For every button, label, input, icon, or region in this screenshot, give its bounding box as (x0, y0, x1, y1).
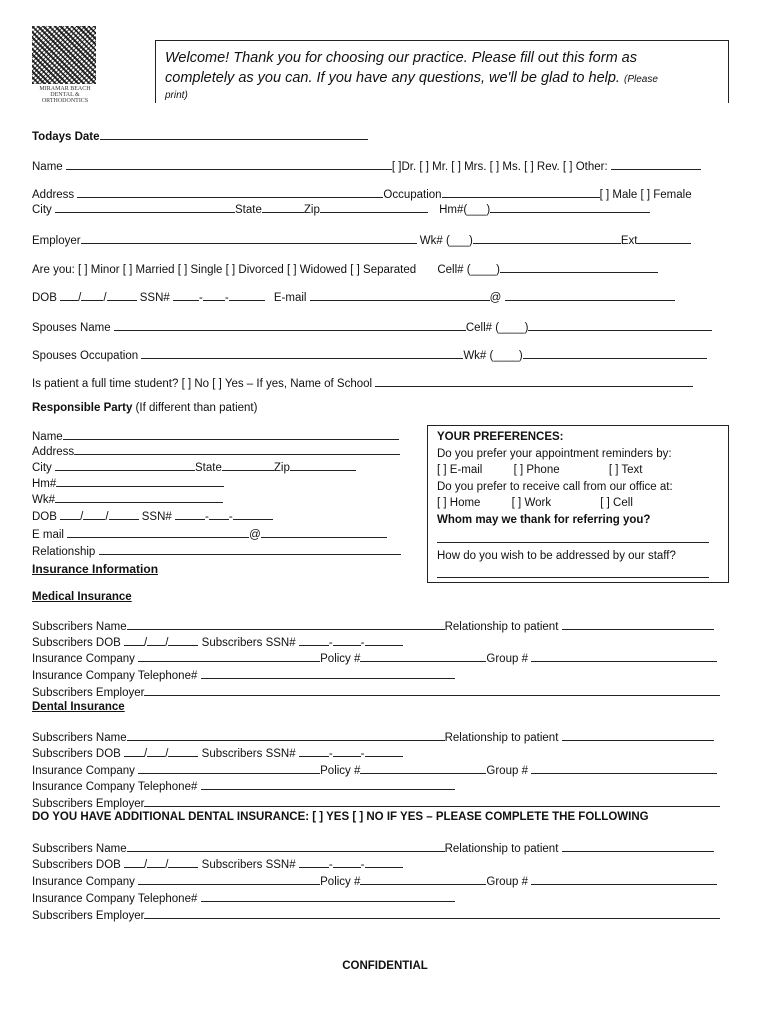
rp-ssn-label: SSN# (141, 511, 172, 523)
den-relationship-field[interactable] (562, 729, 714, 741)
rp-relationship-row (32, 543, 401, 558)
rp-email-at: @ (249, 529, 261, 541)
med-telephone-field[interactable] (201, 667, 455, 679)
den-group-label: Group # (486, 765, 528, 777)
den-relationship-label: Relationship to patient (444, 732, 559, 744)
responsible-party-heading: Responsible Party (32, 402, 133, 414)
med-subscriber-name-label: Subscribers Name (32, 621, 127, 633)
add-company-row (32, 873, 717, 888)
med-ssn-label: Subscribers SSN# (201, 637, 296, 649)
med-employer-field[interactable] (144, 684, 720, 696)
den-ssn-part1-field[interactable] (299, 745, 329, 757)
rp-work-field[interactable] (55, 491, 223, 503)
email-domain-field[interactable] (505, 289, 675, 301)
pref-call-options (437, 497, 633, 509)
rp-dob-label: DOB (32, 511, 57, 523)
pref-referral-field[interactable] (437, 531, 709, 546)
den-company-field[interactable] (138, 762, 320, 774)
add-policy-field[interactable] (360, 873, 486, 885)
med-ssn-part2-field[interactable] (333, 634, 361, 646)
den-dob-label: Subscribers DOB (32, 748, 121, 760)
school-name-field[interactable] (375, 375, 693, 387)
pref-text-option[interactable]: [ ] Text (608, 464, 643, 476)
medical-insurance-heading: Medical Insurance (32, 591, 132, 603)
med-employer-label: Subscribers Employer (32, 687, 145, 699)
den-subscriber-row (32, 729, 714, 744)
add-dob-label: Subscribers DOB (32, 859, 121, 871)
rp-ssn-part2-field[interactable] (209, 508, 229, 520)
rp-work-row (32, 491, 223, 506)
den-dob-day-field[interactable] (147, 745, 165, 757)
address-row (32, 186, 692, 201)
den-telephone-label: Insurance Company Telephone# (32, 781, 198, 793)
pref-call-question: Do you prefer to receive call from our office at: (437, 481, 673, 493)
den-subscriber-name-field[interactable] (127, 729, 445, 741)
rp-email-label: E mail (32, 529, 64, 541)
zip-field[interactable] (320, 201, 428, 213)
med-dob-row: Subscribers DOB / / Subscribers SSN# - - (32, 634, 403, 649)
add-employer-label: Subscribers Employer (32, 910, 145, 922)
dob-month-field[interactable] (60, 289, 78, 301)
spouses-occupation-field[interactable] (141, 347, 463, 359)
rp-dob-year-field[interactable] (109, 508, 139, 520)
add-company-label: Insurance Company (32, 876, 135, 888)
ssn-part3-field[interactable] (229, 289, 265, 301)
student-row (32, 375, 693, 390)
add-dob-month-field[interactable] (124, 856, 144, 868)
welcome-line-3: print) (165, 90, 188, 101)
marital-row (32, 261, 658, 276)
med-group-label: Group # (486, 653, 528, 665)
den-dob-year-field[interactable] (168, 745, 198, 757)
ssn-part2-field[interactable] (203, 289, 225, 301)
ssn-label: SSN# (139, 292, 170, 304)
den-subscriber-name-label: Subscribers Name (32, 732, 127, 744)
add-subscriber-name-field[interactable] (127, 840, 445, 852)
spouses-occupation-row (32, 347, 707, 362)
rp-name-row (32, 428, 399, 443)
rp-email-domain-field[interactable] (261, 526, 387, 538)
pref-email-option[interactable]: [ ] E-mail (437, 464, 483, 476)
spouse-work-label: Wk# (____) (463, 350, 523, 362)
state-label: State (235, 204, 262, 216)
practice-logo (32, 26, 96, 84)
rp-address-label: Address (32, 446, 75, 458)
den-ssn-part3-field[interactable] (365, 745, 403, 757)
address-field[interactable] (77, 186, 383, 198)
spouses-occupation-label: Spouses Occupation (32, 350, 139, 362)
employer-row (32, 232, 691, 247)
add-group-field[interactable] (531, 873, 717, 885)
add-subscriber-row (32, 840, 714, 855)
pref-reminder-options (437, 464, 643, 476)
add-employer-row (32, 907, 720, 922)
email-at: @ (489, 292, 502, 304)
pref-reminder-question: Do you prefer your appointment reminders by: (437, 448, 672, 460)
rp-dob-day-field[interactable] (83, 508, 105, 520)
spouses-name-field[interactable] (114, 319, 466, 331)
med-employer-row (32, 684, 720, 699)
welcome-line-1: Welcome! Thank you for choosing our practice. Please fill out this form as (165, 50, 638, 66)
den-ssn-label: Subscribers SSN# (201, 748, 296, 760)
med-subscriber-name-field[interactable] (127, 618, 445, 630)
med-dob-month-field[interactable] (124, 634, 144, 646)
pref-address-field[interactable] (437, 566, 709, 581)
state-field[interactable] (262, 201, 304, 213)
name-row (32, 158, 701, 173)
pref-address-question: How do you wish to be addressed by our staff? (437, 550, 676, 562)
city-row (32, 201, 650, 216)
med-policy-field[interactable] (360, 650, 486, 662)
rp-city-row (32, 459, 356, 474)
den-company-row (32, 762, 717, 777)
rp-zip-field[interactable] (290, 459, 356, 471)
den-telephone-row (32, 778, 455, 793)
med-dob-day-field[interactable] (147, 634, 165, 646)
rp-home-label: Hm# (32, 478, 57, 490)
rp-ssn-part3-field[interactable] (233, 508, 273, 520)
cell-field[interactable] (500, 261, 658, 273)
add-employer-field[interactable] (144, 907, 720, 919)
spouse-cell-label: Cell# (____) (465, 322, 529, 334)
den-group-field[interactable] (531, 762, 717, 774)
den-policy-label: Policy # (320, 765, 361, 777)
add-telephone-field[interactable] (201, 890, 455, 902)
home-phone-field[interactable] (490, 201, 650, 213)
preferences-title: YOUR PREFERENCES: (437, 431, 564, 443)
add-group-label: Group # (486, 876, 528, 888)
add-policy-label: Policy # (320, 876, 361, 888)
med-dob-label: Subscribers DOB (32, 637, 121, 649)
city-field[interactable] (55, 201, 235, 213)
name-label: Name (32, 161, 63, 173)
den-ssn-part2-field[interactable] (333, 745, 361, 757)
rp-dob-month-field[interactable] (60, 508, 80, 520)
home-phone-label: Hm#(___) (439, 204, 491, 216)
rp-relationship-field[interactable] (99, 543, 401, 555)
address-label: Address (32, 189, 75, 201)
den-company-label: Insurance Company (32, 765, 135, 777)
name-field[interactable] (66, 158, 392, 170)
add-relationship-label: Relationship to patient (444, 843, 559, 855)
rp-ssn-part1-field[interactable] (175, 508, 205, 520)
med-relationship-label: Relationship to patient (444, 621, 559, 633)
rp-name-label: Name (32, 431, 63, 443)
rp-home-field[interactable] (56, 475, 224, 487)
spouse-cell-field[interactable] (528, 319, 712, 331)
med-ssn-part3-field[interactable] (365, 634, 403, 646)
rp-address-row (32, 443, 400, 458)
occupation-field[interactable] (442, 186, 600, 198)
add-company-field[interactable] (138, 873, 320, 885)
rp-address-field[interactable] (74, 443, 400, 455)
todays-date-row (32, 128, 368, 143)
rp-work-label: Wk# (32, 494, 55, 506)
additional-insurance-question[interactable]: DO YOU HAVE ADDITIONAL DENTAL INSURANCE: [ ] YES [ ] NO IF YES – PLEASE COMPLETE THE FOLLOWING (32, 811, 649, 823)
welcome-line-2: completely as you can. If you have any questions, we'll be glad to help. (Please (165, 70, 658, 86)
add-subscriber-name-label: Subscribers Name (32, 843, 127, 855)
add-relationship-field[interactable] (562, 840, 714, 852)
gender-options[interactable]: [ ] Male [ ] Female (599, 189, 692, 201)
occupation-label: Occupation (383, 189, 442, 201)
rp-city-field[interactable] (55, 459, 195, 471)
rp-state-field[interactable] (222, 459, 274, 471)
dob-year-field[interactable] (107, 289, 137, 301)
dob-day-field[interactable] (81, 289, 103, 301)
rp-email-user-field[interactable] (67, 526, 249, 538)
insurance-heading: Insurance Information (32, 562, 159, 576)
add-telephone-label: Insurance Company Telephone# (32, 893, 198, 905)
welcome-message (165, 48, 725, 102)
add-dob-day-field[interactable] (147, 856, 165, 868)
rp-relationship-label: Relationship (32, 546, 96, 558)
cell-label: Cell# (____) (437, 264, 500, 276)
dob-label: DOB (32, 292, 57, 304)
den-employer-label: Subscribers Employer (32, 798, 145, 810)
med-dob-year-field[interactable] (168, 634, 198, 646)
den-telephone-field[interactable] (201, 778, 455, 790)
den-employer-field[interactable] (144, 795, 720, 807)
add-dob-year-field[interactable] (168, 856, 198, 868)
ext-field[interactable] (637, 232, 691, 244)
other-title-field[interactable] (611, 158, 701, 170)
todays-date-field[interactable] (100, 128, 368, 140)
add-ssn-part3-field[interactable] (365, 856, 403, 868)
add-dob-row: Subscribers DOB / / Subscribers SSN# - - (32, 856, 403, 871)
med-company-label: Insurance Company (32, 653, 135, 665)
med-company-field[interactable] (138, 650, 320, 662)
pref-cell-option[interactable]: [ ] Cell (600, 497, 633, 509)
med-company-row (32, 650, 717, 665)
please-print-a: (Please (624, 74, 658, 85)
email-label: E-mail (273, 292, 307, 304)
rp-home-row (32, 475, 224, 490)
email-user-field[interactable] (310, 289, 490, 301)
med-subscriber-row (32, 618, 714, 633)
pref-phone-option[interactable]: [ ] Phone (513, 464, 560, 476)
ext-label: Ext (620, 235, 638, 247)
spouses-name-row (32, 319, 712, 334)
med-group-field[interactable] (531, 650, 717, 662)
zip-label: Zip (303, 204, 320, 216)
add-ssn-label: Subscribers SSN# (201, 859, 296, 871)
med-telephone-label: Insurance Company Telephone# (32, 670, 198, 682)
practice-logo-text: MIRAMAR BEACH DENTAL & ORTHODONTICS (39, 86, 91, 104)
responsible-heading-row (32, 402, 257, 414)
work-phone-field[interactable] (473, 232, 621, 244)
spouses-name-label: Spouses Name (32, 322, 111, 334)
marital-status-options[interactable]: Are you: [ ] Minor [ ] Married [ ] Single [ ] Divorced [ ] Widowed [ ] Separated (32, 264, 417, 276)
med-telephone-row (32, 667, 455, 682)
den-employer-row (32, 795, 720, 810)
employer-field[interactable] (81, 232, 417, 244)
rp-zip-label: Zip (273, 462, 290, 474)
employer-label: Employer (32, 235, 81, 247)
add-ssn-part1-field[interactable] (299, 856, 329, 868)
rp-state-label: State (195, 462, 222, 474)
rp-dob-row: DOB / / SSN# - - (32, 508, 273, 523)
city-label: City (32, 204, 52, 216)
med-ssn-part1-field[interactable] (299, 634, 329, 646)
dental-insurance-heading: Dental Insurance (32, 701, 125, 713)
rp-name-field[interactable] (63, 428, 399, 440)
med-relationship-field[interactable] (562, 618, 714, 630)
pref-work-option[interactable]: [ ] Work (511, 497, 552, 509)
student-question[interactable]: Is patient a full time student? [ ] No [ ] Yes – If yes, Name of School (32, 378, 373, 390)
confidential-footer: CONFIDENTIAL (342, 960, 428, 972)
responsible-party-note: (If different than patient) (135, 402, 258, 414)
title-options[interactable]: [ ]Dr. [ ] Mr. [ ] Mrs. [ ] Ms. [ ] Rev. [ ] Other: (391, 161, 608, 173)
todays-date-label: Todays Date (32, 131, 100, 143)
dob-row: DOB / / SSN# - - E-mail @ (32, 289, 675, 304)
den-dob-row: Subscribers DOB / / Subscribers SSN# - - (32, 745, 403, 760)
work-phone-label: Wk# (___) (419, 235, 473, 247)
ssn-part1-field[interactable] (173, 289, 199, 301)
den-policy-field[interactable] (360, 762, 486, 774)
pref-referral-question: Whom may we thank for referring you? (437, 514, 651, 526)
pref-home-option[interactable]: [ ] Home (437, 497, 481, 509)
add-telephone-row (32, 890, 455, 905)
add-ssn-part2-field[interactable] (333, 856, 361, 868)
rp-city-label: City (32, 462, 52, 474)
rp-email-row (32, 526, 387, 541)
med-policy-label: Policy # (320, 653, 361, 665)
den-dob-month-field[interactable] (124, 745, 144, 757)
spouse-work-field[interactable] (523, 347, 707, 359)
